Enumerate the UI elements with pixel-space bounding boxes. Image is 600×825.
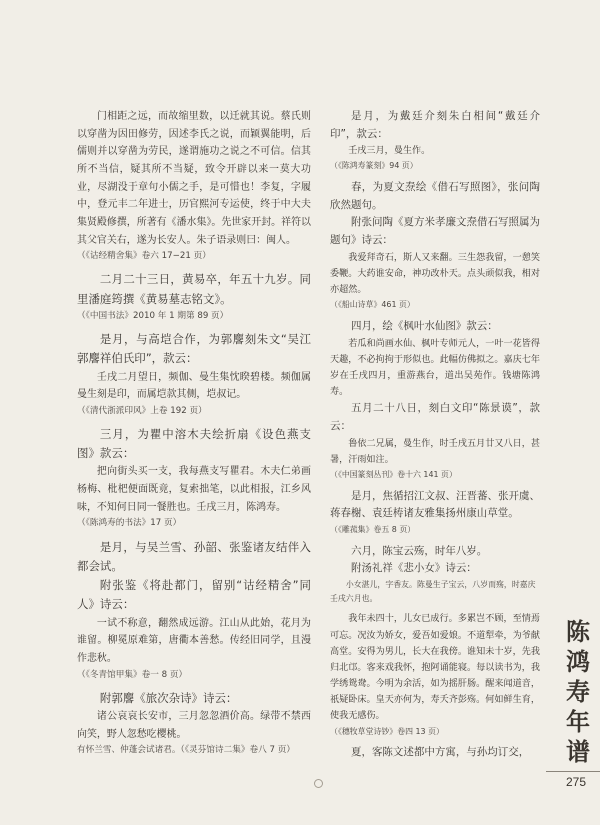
text-paragraph: 是月，为戴廷介刻朱白相间“戴廷介印”，款云： xyxy=(330,110,540,140)
quote-paragraph: 把向街头买一支，我每燕支写瞿君。木夫仁弟画杨梅、枇杷便面既竟，复索拙笔，以此相报，江乡风味，不知何日同一餐胜也。壬戌三月，陈鸿寿。 xyxy=(77,466,311,513)
source-note: （《中国书法》2010 年 1 期第 89 页） xyxy=(77,310,229,321)
text-paragraph: 附郭麐《旅次杂诗》诗云： xyxy=(99,690,238,705)
text-paragraph: 五月二十八日，刻白文印“陈景谟”，款云： xyxy=(330,402,540,432)
text-paragraph: 夏，客陈文述都中方寓，与孙均订交， xyxy=(350,746,530,759)
quote-paragraph: 我年未四十，儿女已成行。多累岂不顾，至情焉可忘。况汝为娇女，爱吾如爱娘。不道犁牵，为爷献高堂。安得为男儿，长大在我傍。谁知未十岁，先我归北邙。客来戏我怀，抱阿诵能寝。每以读书为，我学绣鸳鸯。今明为余活，如为摇肝肠。醒来闻道音，祇疑卧床。皇天亦何为，寿夭齐彭殇。何如鲜生育，使我无感伤。 xyxy=(330,614,540,722)
source-note: （《诂经精舍集》卷六 17−21 页） xyxy=(77,251,211,262)
text-paragraph: 是月，与高垲合作，为郭麐刻朱文“吴江郭麐祥伯氏印”，款云： xyxy=(77,332,311,366)
text-paragraph: 附张鉴《将赴都门，留别“诂经精舍”同人》诗云： xyxy=(77,578,311,612)
quote-paragraph: 一试不称意，翻然成远游。江山从此始，花月为谁留。柳冕原难第，唐衢本善愁。传经旧同学，且漫作悲秋。 xyxy=(77,617,311,664)
text-paragraph: 四月，绘《枫叶水仙图》款云： xyxy=(350,319,498,332)
source-note: （《清代浙派印风》上卷 192 页） xyxy=(77,405,207,416)
source-note: 小女湛儿，字香友。陈曼生子宝云，八岁而殇，时嘉庆壬戌六月也。 xyxy=(330,579,536,603)
text-paragraph: 六月，陈宝云殇，时年八岁。 xyxy=(350,544,488,557)
text-paragraph: 春，为夏文焘绘《借石写照图》，张问陶欣然题句。 xyxy=(330,181,540,211)
text-paragraph: 三月，为瞿中溶木夫绘折扇《设色燕支图》款云： xyxy=(77,426,311,461)
source-note: 有怀兰雪、仲蓬会试诸君。（《灵芬馆诗二集》卷八 7 页） xyxy=(77,745,295,756)
text-paragraph: 附张问陶《夏方米孝廉文焘借石写照属为题句》诗云： xyxy=(330,216,540,247)
quote-paragraph: 壬戌三月，曼生作。 xyxy=(348,146,431,157)
quote-paragraph: 壬戌二月望日，频伽、曼生集忱睽碧楼。频伽属曼生刻是印，而属垲款其侧，垲叔记。 xyxy=(77,371,311,401)
source-note: （《穗牧草堂诗钞》卷四 13 页） xyxy=(330,726,444,736)
quote-paragraph: 诸公哀哀长安市，三月忽忽酒价高。绿带不禁西向笑，野人忽愁吃樱桃。 xyxy=(77,710,311,740)
text-paragraph: 是月，与吴兰雪、孙韶、张鉴诸友结伴入都会试。 xyxy=(77,539,311,573)
footer-ornament xyxy=(314,779,323,788)
left-column xyxy=(77,108,311,764)
page-number: 275 xyxy=(566,775,587,789)
quote-paragraph: 我爱拜奇石，斯人又来翻。三生怨我留，一憩笑委鞭。大药谁安命，神功改朴天。点头顽似我，相对亦超然。 xyxy=(330,252,540,296)
seal-title: 陈鸿寿年谱 xyxy=(566,617,590,766)
text-paragraph: 附汤礼祥《悲小女》诗云： xyxy=(350,562,477,575)
source-note: （《冬青馆甲集》卷一 8 页） xyxy=(77,669,188,680)
quote-paragraph: 若瓜和尚画水仙、枫叶专师元人，一叶一花皆得天趣，不必拘拘于形似也。此幅仿佛拟之。嘉庆七年岁在壬戌四月，重游燕台，道出吴苑作。钱塘陈鸿寿。 xyxy=(330,338,540,398)
source-note: （《陈鸿寿篆刻》94 页） xyxy=(330,161,418,171)
source-note: （《陈鸿寿的书法》17 页） xyxy=(77,518,182,529)
text-paragraph: 是月，焦循招江文叔、汪晋蕃、张开虞、蒋春榭、袁廷梼诸友雅集扬州康山草堂。 xyxy=(330,489,540,520)
quote-paragraph: 鲁依二兄属，曼生作，时壬戌五月廿又八日，甚暑，汗雨如注。 xyxy=(330,438,540,465)
source-note: （《雕菰集》卷五 8 页） xyxy=(330,524,416,534)
text-paragraph: 二月二十三日，黄易卒，年五十九岁。同里潘庭筠撰《黄易墓志铭文》。 xyxy=(77,272,311,306)
page-rule xyxy=(546,771,600,772)
quote-paragraph: 门相距之远，而故缩里数，以迁就其说。蔡氏则以穿凿为因田修劳，因述李氏之说，而颖翼能明，后儒则并以穿凿为劳民，遂谓施功之说之不可信。信其所不当信，疑其所不当疑，致令开辟以来一莫大功业，尽湖没于章句小儒之手，是可惜也！李复，字履中，登元丰二年进士，历官熙河专运使，终于中大夫集贤殿修撰，所著有《潘水集》。先世家开封。祥符以其父官关右，遂为长安人。朱子语录则曰：闽人。 xyxy=(77,111,311,246)
source-note: （《中国篆刻丛刊》卷十六 141 页） xyxy=(330,469,457,479)
source-note: （《船山诗草》461 页） xyxy=(330,300,415,310)
right-column xyxy=(330,108,540,762)
